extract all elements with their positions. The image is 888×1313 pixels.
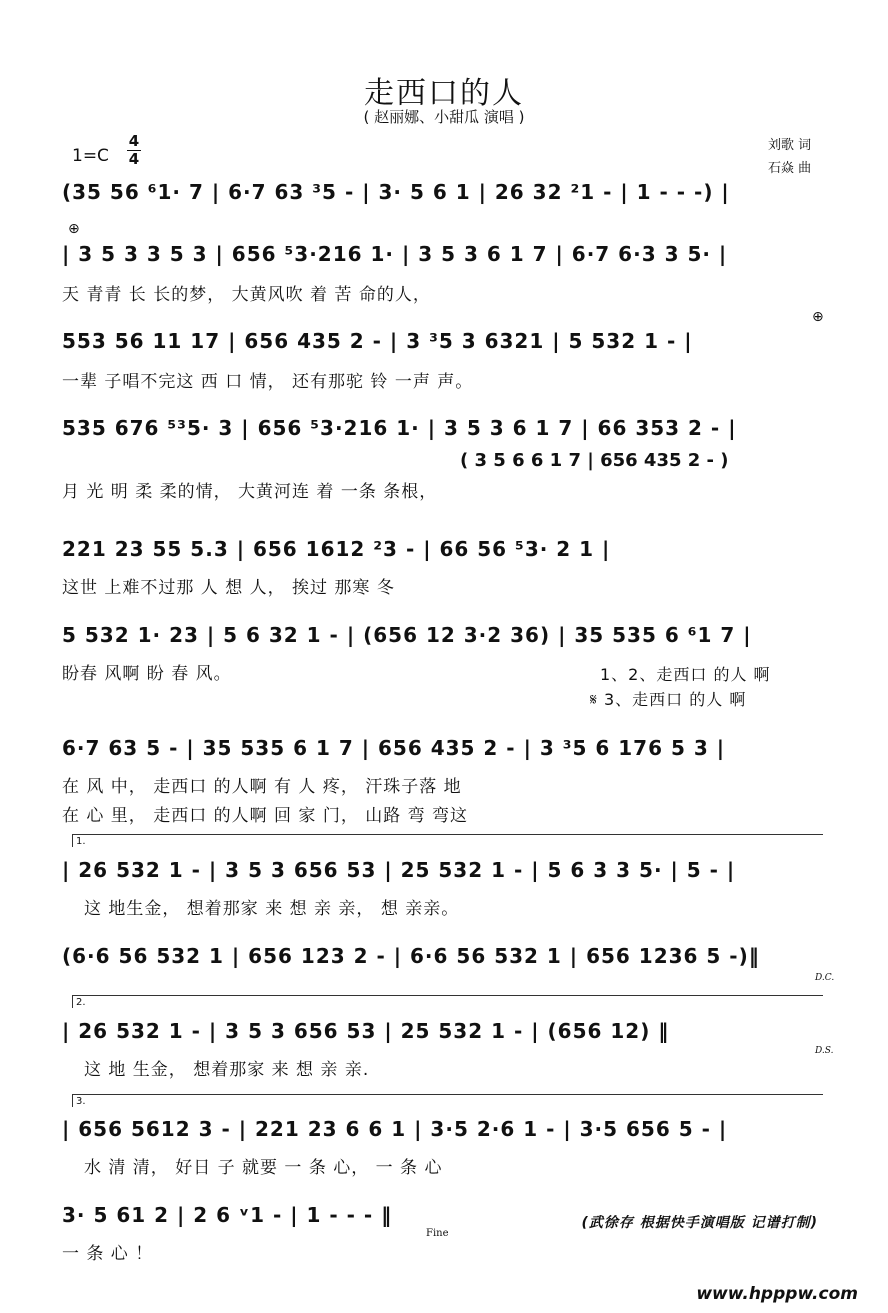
lyricist-credit: 刘歌 词	[768, 138, 812, 153]
score-line-12	[62, 1203, 462, 1264]
score-line-9	[62, 944, 832, 968]
volta-bracket-1	[72, 834, 823, 847]
website-watermark: www.hpppw.com	[696, 1284, 858, 1304]
lyrics: 这世 上难不过那 人 想 人， 挨过 那寒 冬	[62, 578, 395, 598]
notes: | 656 5612 3 - | 221 23 6 6 1 | 3·5 2·6 1 - | 3·5 656 5 - |	[62, 1117, 728, 1141]
transcription-note: (武徐存 根据快手演唱版 记谱打制)	[581, 1215, 818, 1231]
lyrics: 这 地生金， 想着那家 来 想 亲 亲， 想 亲亲。	[84, 899, 460, 919]
ds-mark: D.S.	[815, 1046, 834, 1056]
score-line-5	[62, 537, 832, 598]
notes: (35 56 ⁶1· 7 | 6·7 63 ³5 - | 3· 5 6 1 | 26 32 ²1 - | 1 - - -) |	[62, 180, 730, 204]
notes: | 3 5 3 3 5 3 | 656 ⁵3·216 1· | 3 5 3 6 1 7 | 6·7 6·3 3 5· |	[62, 242, 728, 266]
notes: 553 56 11 17 | 656 435 2 - | 3 ³5 3 6321 | 5 532 1 - |	[62, 329, 693, 353]
interlude-notes: ( 3 5 6 6 1 7 | 656 435 2 - )	[460, 450, 729, 471]
volta-number: 2.	[76, 997, 86, 1008]
volta-number: 3.	[76, 1096, 86, 1107]
lyrics: 月 光 明 柔 柔的情， 大黄河连 着 一条 条根，	[62, 482, 438, 502]
score-line-8	[62, 858, 832, 919]
score-line-11	[62, 1117, 832, 1178]
time-signature-bottom: 4	[128, 150, 140, 168]
verse-label-3: 𝄋 3、走西口 的人 啊	[590, 690, 747, 709]
lyrics: 盼春 风啊 盼 春 风。	[62, 664, 232, 684]
notes: 6·7 63 5 - | 35 535 6 1 7 | 656 435 2 - | 3 ³5 6 176 5 3 |	[62, 736, 726, 760]
lyrics-verse-1: 在 风 中， 走西口 的人啊 有 人 疼， 汗珠子落 地	[62, 777, 462, 797]
notes: 535 676 ⁵³5· 3 | 656 ⁵3·216 1· | 3 5 3 6 1 7 | 66 353 2 - |	[62, 416, 737, 440]
volta-number: 1.	[76, 836, 86, 847]
notes: | 26 532 1 - | 3 5 3 656 53 | 25 532 1 - | 5 6 3 3 5· | 5 - |	[62, 858, 736, 882]
notes: 5 532 1· 23 | 5 6 32 1 - | (656 12 3·2 36) | 35 535 6 ⁶1 7 |	[62, 623, 752, 647]
lyrics-verse-2: 在 心 里， 走西口 的人啊 回 家 门， 山路 弯 弯这	[62, 806, 469, 826]
lyrics: 这 地 生金， 想着那家 来 想 亲 亲.	[84, 1060, 370, 1080]
fine-mark: Fine	[426, 1228, 449, 1239]
song-subtitle: ( 赵丽娜、小甜瓜 演唱 )	[363, 108, 525, 126]
score-line-1	[62, 180, 832, 204]
composer-credit: 石焱 曲	[768, 161, 812, 176]
volta-bracket-2	[72, 995, 823, 1008]
notes: 3· 5 61 2 | 2 6 ᵛ1 - | 1 - - - ‖	[62, 1203, 393, 1227]
notes: 221 23 55 5.3 | 656 1612 ²3 - | 66 56 ⁵3· 2 1 |	[62, 537, 611, 561]
song-title: 走西口的人	[364, 76, 524, 111]
volta-bracket-3	[72, 1094, 823, 1107]
coda-sign-icon: ⊕	[68, 221, 80, 237]
time-signature-top: 4	[128, 132, 140, 150]
notes: | 26 532 1 - | 3 5 3 656 53 | 25 532 1 - | (656 12) ‖	[62, 1019, 670, 1043]
score-line-10	[62, 1019, 832, 1080]
dc-mark: D.C.	[815, 973, 835, 983]
lyrics: 一 条 心 ！	[62, 1244, 154, 1264]
lyrics: 水 清 清， 好日 子 就要 一 条 心， 一 条 心	[84, 1158, 443, 1178]
score-line-3	[62, 329, 832, 392]
key-signature: 1=C	[72, 146, 109, 166]
score-line-2	[62, 242, 832, 305]
lyrics: 一辈 子唱不完这 西 口 情， 还有那驼 铃 一声 声。	[62, 372, 474, 392]
verse-label-1-2: 1、2、走西口 的人 啊	[600, 665, 771, 684]
lyrics: 天 青青 长 长的梦， 大黄风吹 着 苦 命的人，	[62, 285, 431, 305]
notes: (6·6 56 532 1 | 656 123 2 - | 6·6 56 532 1 | 656 1236 5 -)‖	[62, 944, 760, 968]
coda-sign-icon: ⊕	[812, 309, 824, 325]
time-signature	[127, 134, 141, 167]
score-line-7	[62, 736, 832, 826]
score-line-4	[62, 416, 832, 502]
